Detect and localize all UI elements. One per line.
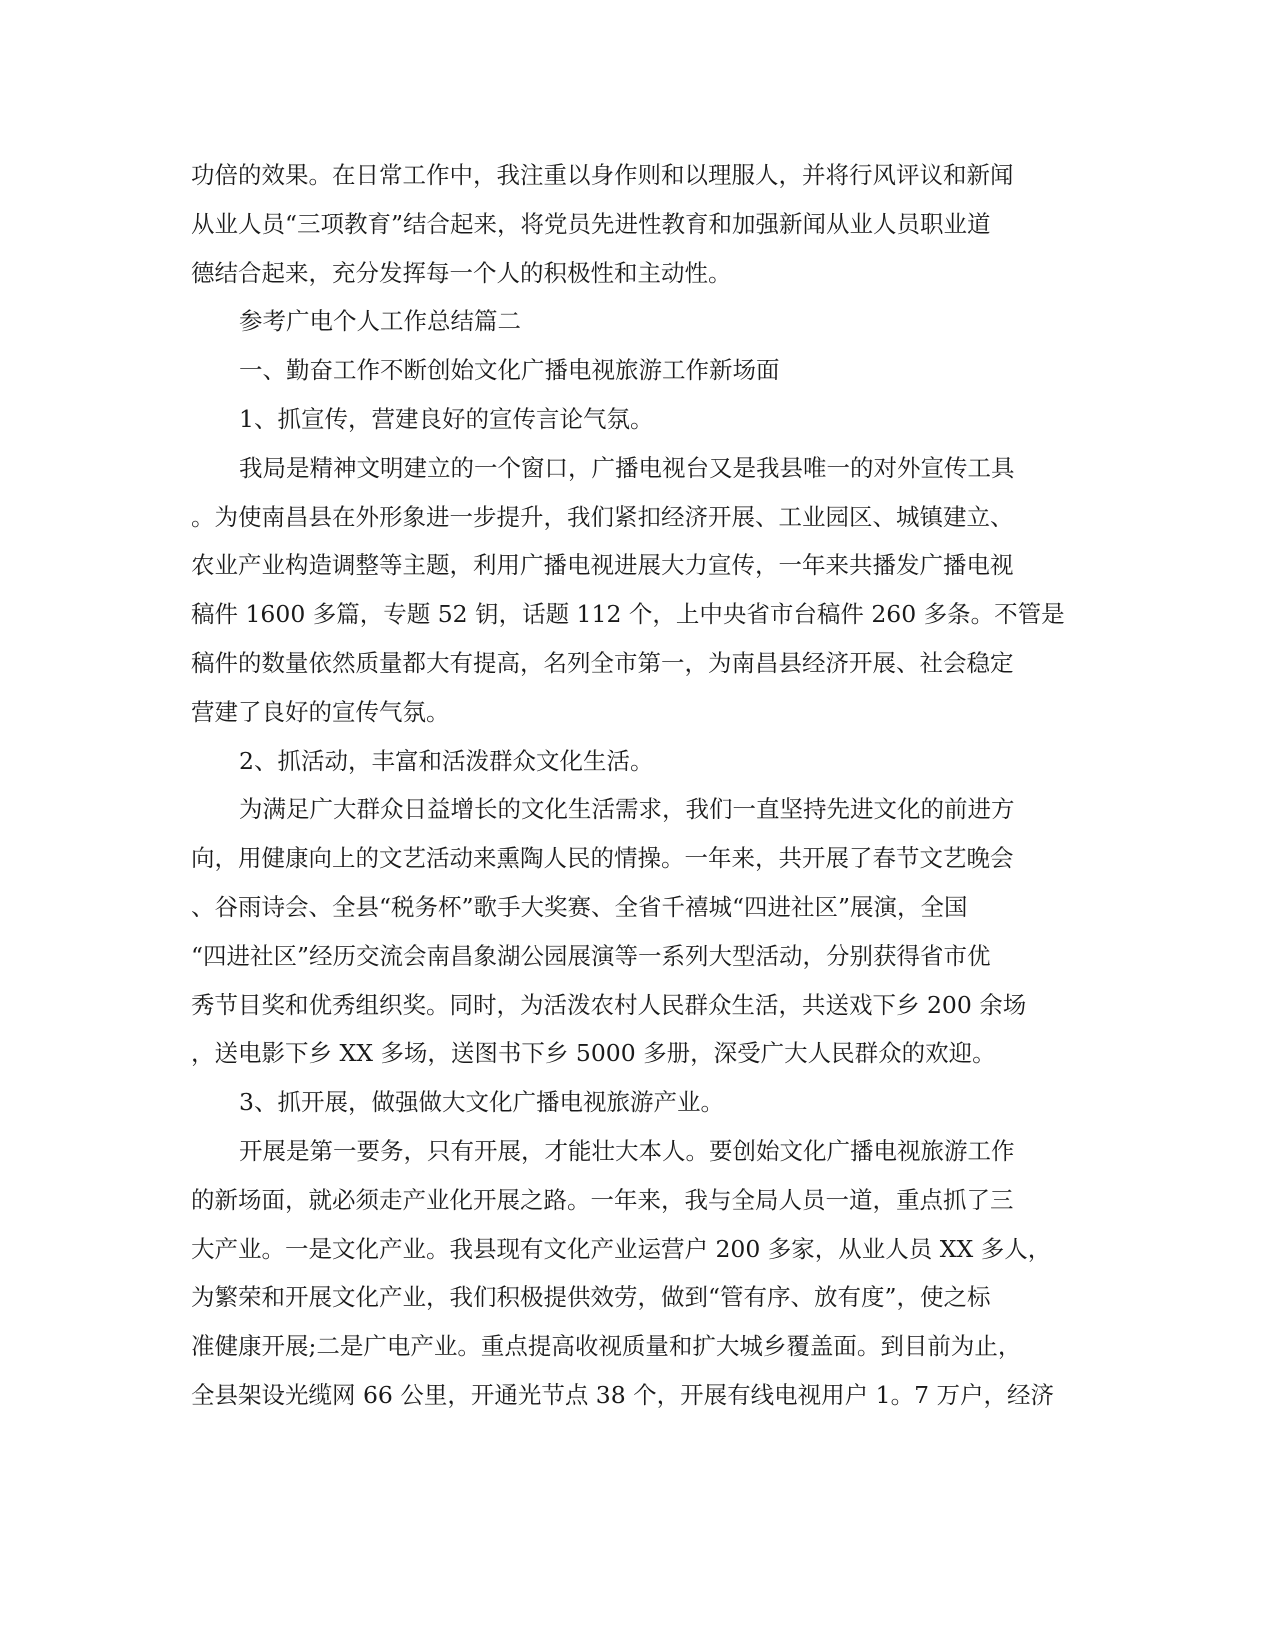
paragraph-line: 全县架设光缆网 66 公里，开通光节点 38 个，开展有线电视用户 1。7 万户，经济 bbox=[191, 1380, 1055, 1409]
paragraph-line: 、谷雨诗会、全县“税务杯”歌手大奖赛、全省千禧城“四进社区”展演，全国 bbox=[191, 892, 968, 921]
paragraph-line: 德结合起来，充分发挥每一个人的积极性和主动性。 bbox=[191, 258, 732, 287]
paragraph-line: 功倍的效果。在日常工作中，我注重以身作则和以理服人，并将行风评议和新闻 bbox=[191, 161, 1014, 189]
paragraph-line-indented: 开展是第一要务，只有开展，才能壮大本人。要创始文化广播电视旅游工作 bbox=[239, 1136, 1015, 1165]
paragraph-line: 的新场面，就必须走产业化开展之路。一年来，我与全局人员一道，重点抓了三 bbox=[191, 1185, 1014, 1214]
paragraph-line-indented: 为满足广大群众日益增长的文化生活需求，我们一直坚持先进文化的前进方 bbox=[239, 795, 1015, 824]
document-body bbox=[191, 151, 1071, 1420]
paragraph-line: ，送电影下乡 XX 多场，送图书下乡 5000 多册，深受广大人民群众的欢迎。 bbox=[191, 1039, 996, 1068]
paragraph-line: 营建了良好的宣传气氛。 bbox=[191, 697, 450, 726]
paragraph-line: 秀节目奖和优秀组织奖。同时，为活泼农村人民群众生活，共送戏下乡 200 余场 bbox=[191, 990, 1027, 1019]
paragraph-line: 从业人员“三项教育”结合起来，将党员先进性教育和加强新闻从业人员职业道 bbox=[191, 209, 991, 238]
paragraph-line: 稿件 1600 多篇，专题 52 钥，话题 112 个，上中央省市台稿件 260 多条。不管是 bbox=[191, 600, 1065, 629]
paragraph-line-indented: 3、抓开展，做强做大文化广播电视旅游产业。 bbox=[239, 1088, 724, 1117]
paragraph-line: 为繁荣和开展文化产业，我们积极提供效劳，做到“管有序、放有度”，使之标 bbox=[191, 1283, 991, 1312]
paragraph-line: “四进社区”经历交流会南昌象湖公园展演等一系列大型活动，分别获得省市优 bbox=[191, 941, 991, 970]
paragraph-line-indented: 1、抓宣传，营建良好的宣传言论气氛。 bbox=[239, 404, 654, 433]
paragraph-line: 大产业。一是文化产业。我县现有文化产业运营户 200 多家，从业人员 XX 多人， bbox=[191, 1234, 1052, 1263]
paragraph-line: 农业产业构造调整等主题，利用广播电视进展大力宣传，一年来共播发广播电视 bbox=[191, 551, 1014, 580]
paragraph-line: 稿件的数量依然质量都大有提高，名列全市第一，为南昌县经济开展、社会稳定 bbox=[191, 648, 1014, 677]
paragraph-line: 向，用健康向上的文艺活动来熏陶人民的情操。一年来，共开展了春节文艺晚会 bbox=[191, 844, 1014, 873]
paragraph-line-indented: 一、勤奋工作不断创始文化广播电视旅游工作新场面 bbox=[239, 356, 780, 385]
paragraph-line-indented: 参考广电个人工作总结篇二 bbox=[239, 307, 521, 336]
paragraph-line: 。为使南昌县在外形象进一步提升，我们紧扣经济开展、工业园区、城镇建立、 bbox=[191, 502, 1014, 531]
paragraph-line-indented: 2、抓活动，丰富和活泼群众文化生活。 bbox=[239, 746, 654, 775]
paragraph-line: 准健康开展;二是广电产业。重点提高收视质量和扩大城乡覆盖面。到目前为止， bbox=[191, 1332, 1022, 1361]
paragraph-line-indented: 我局是精神文明建立的一个窗口，广播电视台又是我县唯一的对外宣传工具 bbox=[239, 453, 1015, 482]
